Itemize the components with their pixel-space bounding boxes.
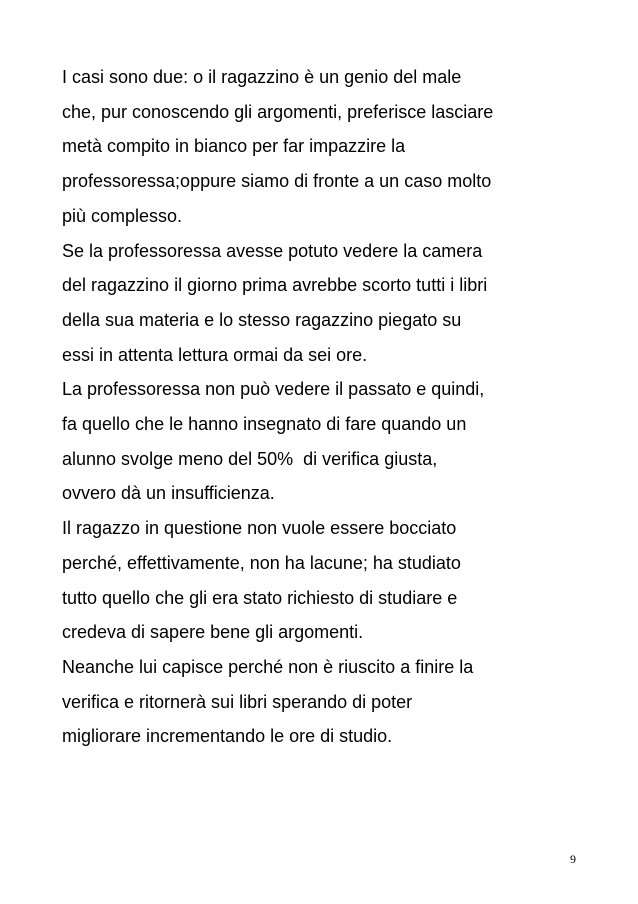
text-line: della sua materia e lo stesso ragazzino piegato su [62, 309, 462, 330]
text-line: che, pur conoscendo gli argomenti, preferisce lasciare [62, 101, 494, 122]
text-line: credeva di sapere bene gli argomenti. [62, 622, 364, 643]
text-line: La professoressa non può vedere il passato e quindi, [62, 379, 485, 400]
text-line: perché, effettivamente, non ha lacune; ha studiato [62, 552, 461, 573]
text-line: metà compito in bianco per far impazzire la [62, 136, 406, 157]
text-line: Se la professoressa avesse potuto vedere la camera [62, 240, 483, 261]
text-line: ovvero dà un insufficienza. [62, 483, 275, 504]
text-line: Il ragazzo in questione non vuole essere bocciato [62, 518, 457, 539]
text-line: Neanche lui capisce perché non è riuscito a finire la [62, 656, 474, 677]
text-line: alunno svolge meno del 50% di verifica giusta, [62, 448, 438, 469]
text-line: tutto quello che gli era stato richiesto di studiare e [62, 587, 458, 608]
text-line: essi in attenta lettura ormai da sei ore. [62, 344, 368, 365]
page-number: 9 [570, 852, 576, 866]
text-line: professoressa;oppure siamo di fronte a un caso molto [62, 171, 492, 192]
text-line: I casi sono due: o il ragazzino è un genio del male [62, 67, 462, 87]
text-line: fa quello che le hanno insegnato di fare quando un [62, 414, 467, 435]
text-line: più complesso. [62, 205, 183, 226]
text-line: migliorare incrementando le ore di studio. [62, 726, 393, 747]
body-text [62, 60, 602, 754]
text-line: verifica e ritornerà sui libri sperando di poter [62, 691, 413, 712]
text-line: del ragazzino il giorno prima avrebbe scorto tutti i libri [62, 275, 488, 296]
